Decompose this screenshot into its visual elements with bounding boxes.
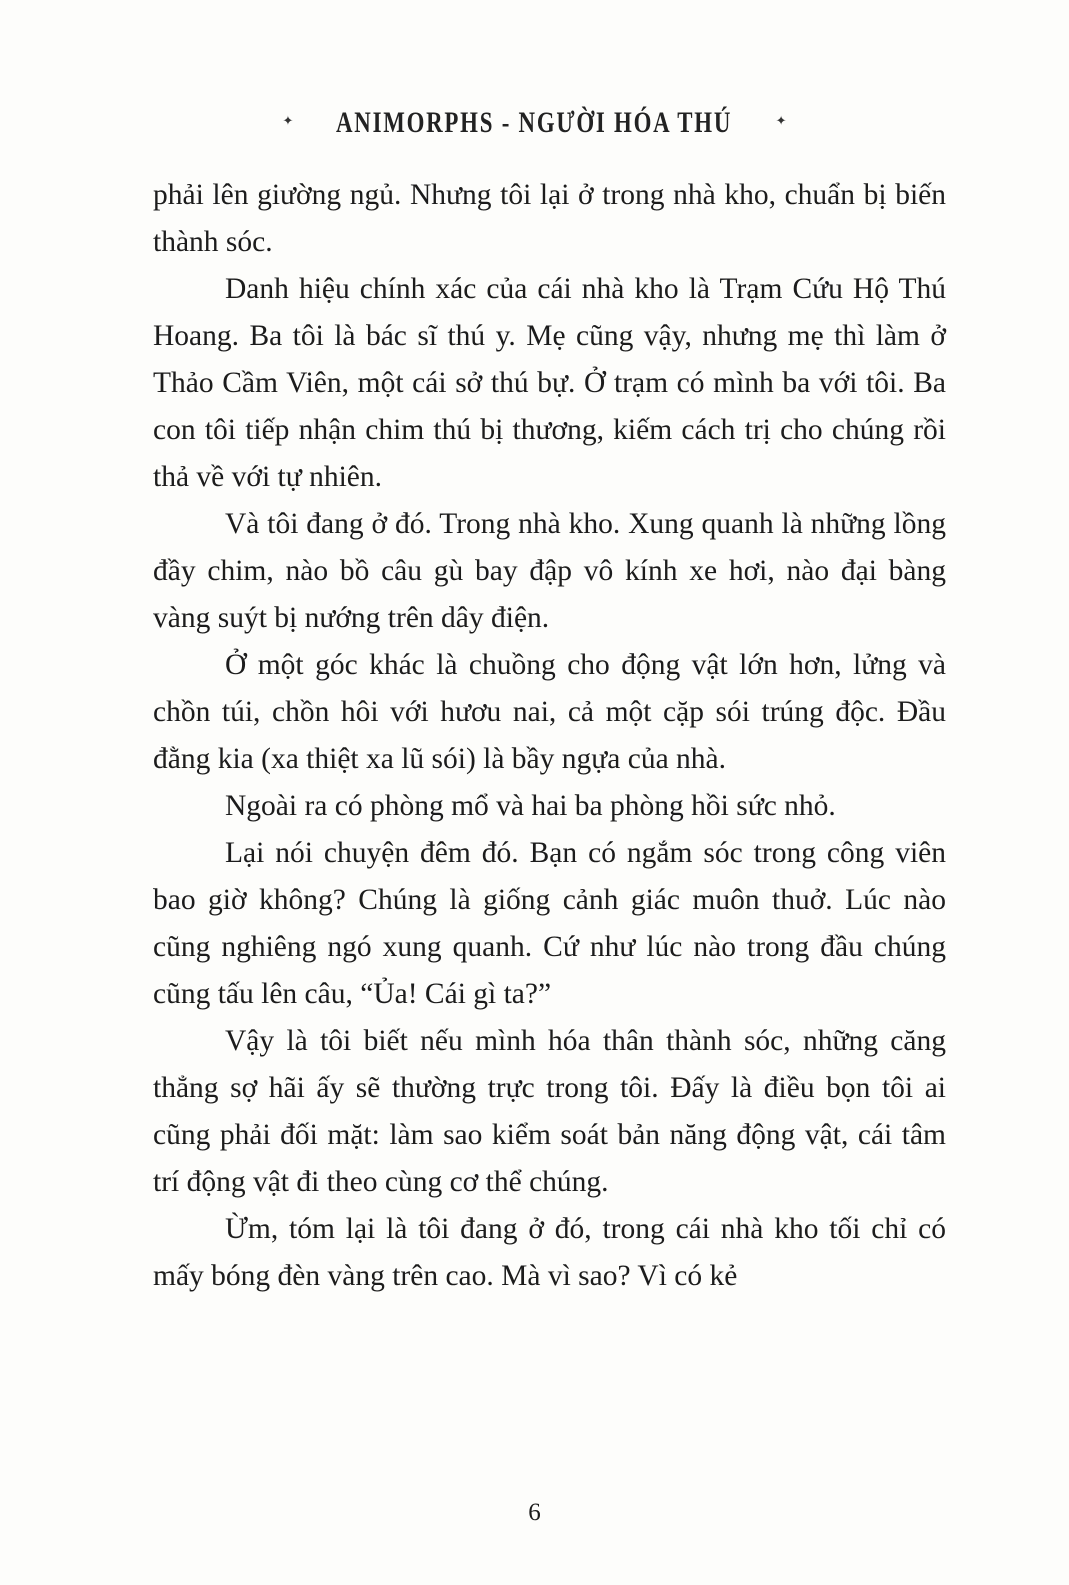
- header-title: ANIMORPHS - NGƯỜI HÓA THÚ: [336, 106, 733, 139]
- paragraph: Danh hiệu chính xác của cái nhà kho là Trạm Cứu Hộ Thú Hoang. Ba tôi là bác sĩ thú y. Mẹ cũng vậy, nhưng mẹ thì làm ở Thảo Cầm Viên, một cái sở thú bự. Ở trạm có mình ba với tôi. Ba con tôi tiếp nhận chim thú bị thương, kiếm cách trị cho chúng rồi thả về với tự nhiên.: [153, 273, 946, 493]
- paragraph: Ừm, tóm lại là tôi đang ở đó, trong cái nhà kho tối chỉ có mấy bóng đèn vàng trên cao. Mà vì sao? Vì có kẻ: [153, 1213, 946, 1292]
- diamond-icon: ✦: [282, 113, 294, 128]
- page-number: 6: [528, 1499, 541, 1526]
- diamond-icon: ✦: [775, 113, 787, 128]
- running-header: [0, 108, 1069, 138]
- paragraph: Vậy là tôi biết nếu mình hóa thân thành sóc, những căng thẳng sợ hãi ấy sẽ thường trực trong tôi. Đấy là điều bọn tôi ai cũng phải đối mặt: làm sao kiểm soát bản năng động vật, cái tâm trí động vật đi theo cùng cơ thể chúng.: [153, 1025, 946, 1198]
- paragraph: Và tôi đang ở đó. Trong nhà kho. Xung quanh là những lồng đầy chim, nào bồ câu gù bay đập vô kính xe hơi, nào đại bàng vàng suýt bị nướng trên dây điện.: [153, 508, 946, 634]
- paragraph: phải lên giường ngủ. Nhưng tôi lại ở trong nhà kho, chuẩn bị biến thành sóc.: [153, 179, 946, 258]
- text-body: [153, 172, 946, 1300]
- paragraph: Ở một góc khác là chuồng cho động vật lớn hơn, lửng và chồn túi, chồn hôi với hươu nai, cả một cặp sói trúng độc. Đầu đằng kia (xa thiệt xa lũ sói) là bầy ngựa của nhà.: [153, 649, 946, 775]
- paragraph: Lại nói chuyện đêm đó. Bạn có ngắm sóc trong công viên bao giờ không? Chúng là giống cảnh giác muôn thuở. Lúc nào cũng nghiêng ngó xung quanh. Cứ như lúc nào trong đầu chúng cũng tấu lên câu, “Ủa! Cái gì ta?”: [153, 837, 946, 1010]
- paragraph: Ngoài ra có phòng mổ và hai ba phòng hồi sức nhỏ.: [225, 790, 836, 822]
